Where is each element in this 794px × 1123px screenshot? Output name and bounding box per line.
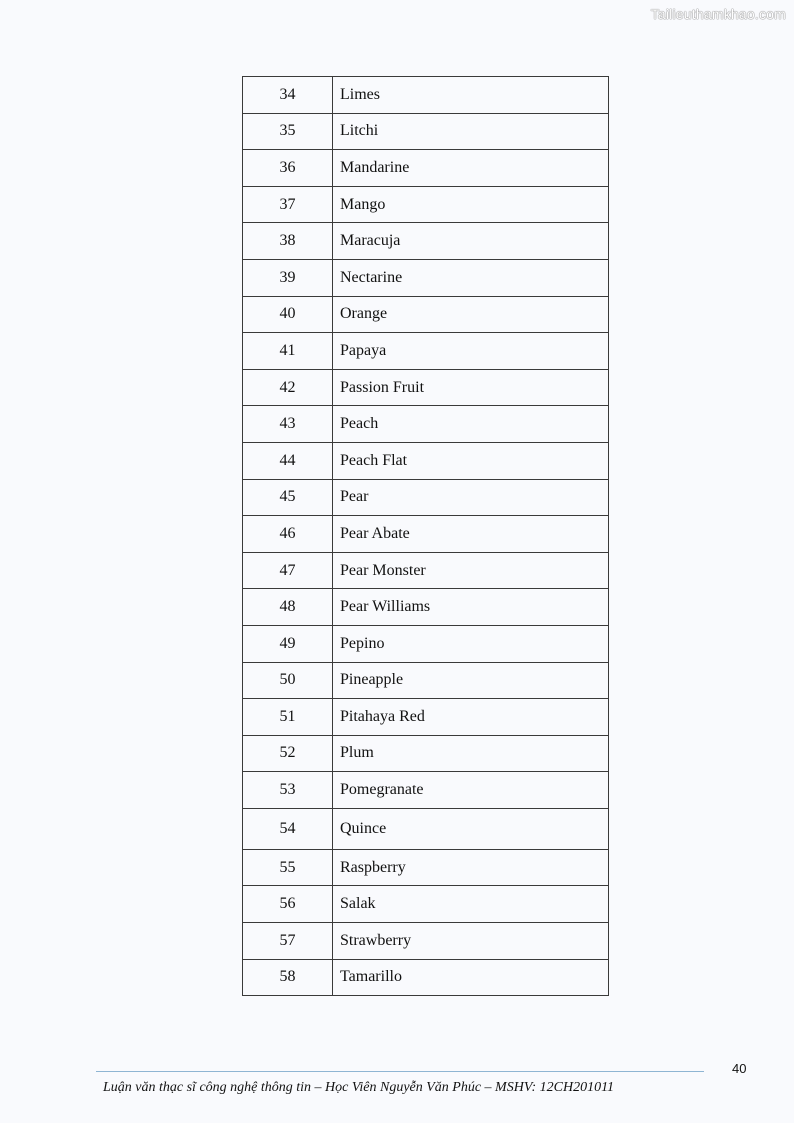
table-row xyxy=(243,735,609,772)
fruit-name-cell: Plum xyxy=(333,735,609,772)
fruit-name-cell: Pomegranate xyxy=(333,772,609,809)
fruit-name-cell: Salak xyxy=(333,886,609,923)
row-number-cell: 57 xyxy=(243,923,333,960)
table-row xyxy=(243,552,609,589)
row-number-cell: 51 xyxy=(243,699,333,736)
fruit-name-cell: Tamarillo xyxy=(333,959,609,996)
row-number-cell: 41 xyxy=(243,333,333,370)
table-row xyxy=(243,662,609,699)
row-number-cell: 34 xyxy=(243,77,333,114)
table-row xyxy=(243,186,609,223)
fruit-name-cell: Pineapple xyxy=(333,662,609,699)
table-row xyxy=(243,333,609,370)
fruit-name-cell: Orange xyxy=(333,296,609,333)
fruit-name-cell: Peach xyxy=(333,406,609,443)
fruit-name-cell: Mango xyxy=(333,186,609,223)
footer-divider xyxy=(96,1071,704,1072)
fruit-name-cell: Litchi xyxy=(333,113,609,150)
fruit-name-cell: Limes xyxy=(333,77,609,114)
fruit-name-cell: Quince xyxy=(333,808,609,849)
table-row xyxy=(243,699,609,736)
fruit-name-cell: Peach Flat xyxy=(333,442,609,479)
row-number-cell: 56 xyxy=(243,886,333,923)
row-number-cell: 42 xyxy=(243,369,333,406)
row-number-cell: 48 xyxy=(243,589,333,626)
table-row xyxy=(243,959,609,996)
row-number-cell: 58 xyxy=(243,959,333,996)
row-number-cell: 50 xyxy=(243,662,333,699)
row-number-cell: 43 xyxy=(243,406,333,443)
table-row xyxy=(243,223,609,260)
fruit-name-cell: Nectarine xyxy=(333,259,609,296)
table-row xyxy=(243,516,609,553)
fruit-name-cell: Pear Monster xyxy=(333,552,609,589)
table-row xyxy=(243,259,609,296)
row-number-cell: 47 xyxy=(243,552,333,589)
table-row xyxy=(243,808,609,849)
row-number-cell: 52 xyxy=(243,735,333,772)
row-number-cell: 36 xyxy=(243,150,333,187)
table-row xyxy=(243,113,609,150)
footer-caption: Luận văn thạc sĩ công nghệ thông tin – Học Viên Nguyễn Văn Phúc – MSHV: 12CH201011 xyxy=(103,1080,615,1095)
fruit-table-body xyxy=(243,77,609,996)
page-number: 40 xyxy=(732,1061,747,1076)
table-row xyxy=(243,886,609,923)
fruit-name-cell: Mandarine xyxy=(333,150,609,187)
fruit-name-cell: Passion Fruit xyxy=(333,369,609,406)
table-row xyxy=(243,923,609,960)
table-row xyxy=(243,150,609,187)
table-row xyxy=(243,406,609,443)
table-row xyxy=(243,772,609,809)
fruit-name-cell: Pitahaya Red xyxy=(333,699,609,736)
table-row xyxy=(243,589,609,626)
row-number-cell: 40 xyxy=(243,296,333,333)
fruit-name-cell: Pear Abate xyxy=(333,516,609,553)
fruit-name-cell: Raspberry xyxy=(333,849,609,886)
watermark-text: Tailieuthamkhao.com xyxy=(650,6,786,22)
row-number-cell: 44 xyxy=(243,442,333,479)
table-row xyxy=(243,369,609,406)
table-row xyxy=(243,479,609,516)
fruit-name-cell: Pepino xyxy=(333,625,609,662)
fruit-name-cell: Maracuja xyxy=(333,223,609,260)
row-number-cell: 37 xyxy=(243,186,333,223)
row-number-cell: 53 xyxy=(243,772,333,809)
fruit-name-cell: Papaya xyxy=(333,333,609,370)
row-number-cell: 39 xyxy=(243,259,333,296)
row-number-cell: 35 xyxy=(243,113,333,150)
row-number-cell: 45 xyxy=(243,479,333,516)
table-row xyxy=(243,849,609,886)
row-number-cell: 55 xyxy=(243,849,333,886)
table-row xyxy=(243,625,609,662)
row-number-cell: 49 xyxy=(243,625,333,662)
row-number-cell: 38 xyxy=(243,223,333,260)
fruit-name-cell: Strawberry xyxy=(333,923,609,960)
fruit-name-cell: Pear Williams xyxy=(333,589,609,626)
row-number-cell: 46 xyxy=(243,516,333,553)
fruit-table xyxy=(242,76,609,996)
fruit-name-cell: Pear xyxy=(333,479,609,516)
table-row xyxy=(243,77,609,114)
row-number-cell: 54 xyxy=(243,808,333,849)
table-row xyxy=(243,442,609,479)
table-row xyxy=(243,296,609,333)
